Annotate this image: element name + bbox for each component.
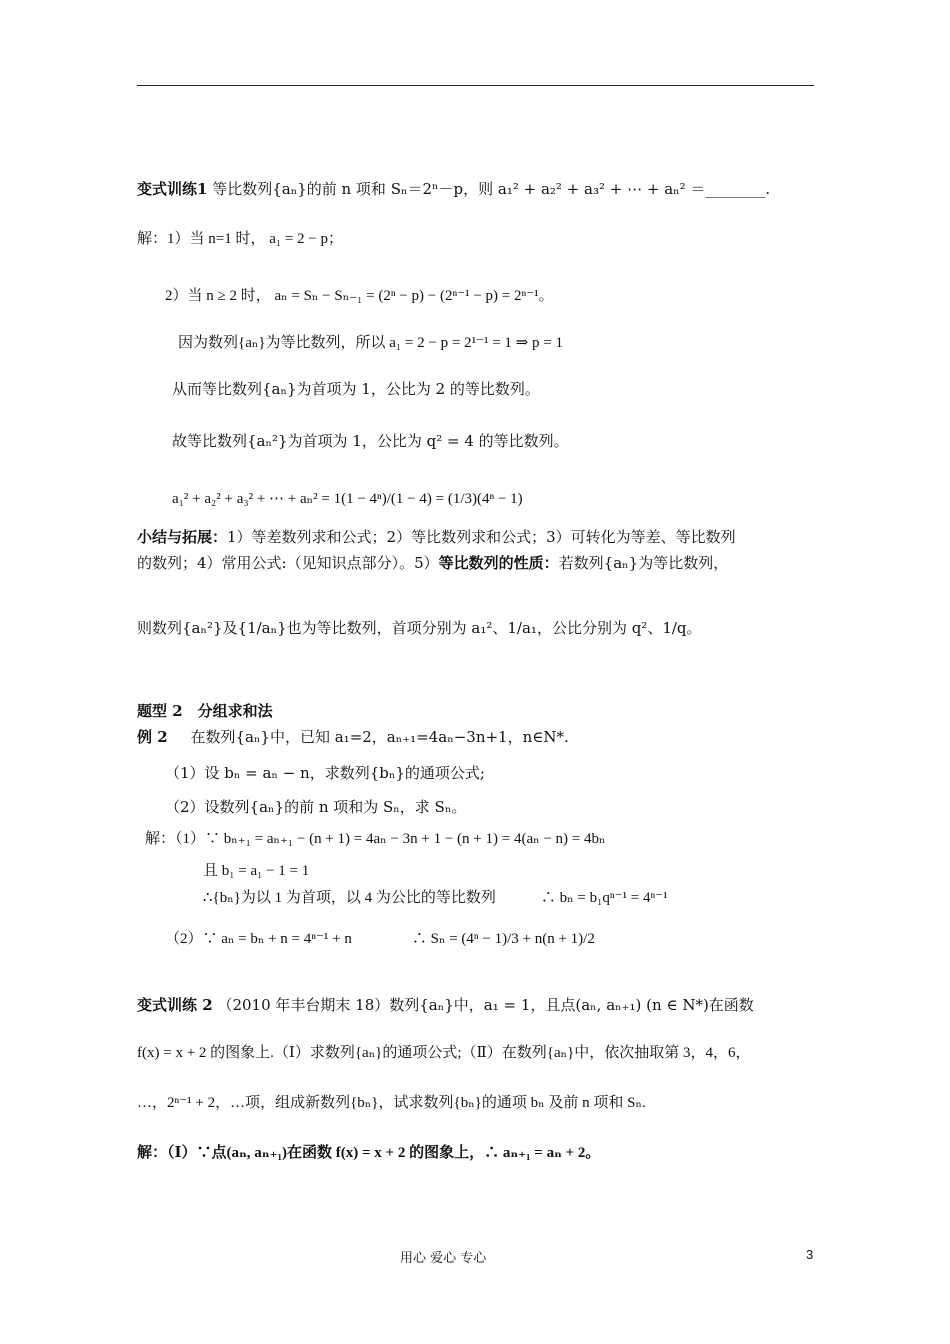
solution-sum-formula: a₁² + a₂² + a₃² + ⋯ + aₙ² = 1(1 − 4ⁿ)/(1 − 4) = (1/3)(4ⁿ − 1) (172, 491, 523, 507)
header-rule (137, 85, 814, 86)
solution-step-2: 2）当 n ≥ 2 时， aₙ = Sₙ − Sₙ₋₁ = (2ⁿ − p) − (2ⁿ⁻¹ − p) = 2ⁿ⁻¹。 (165, 288, 554, 304)
footer-slogan: 用心 爱心 专心 (400, 1251, 487, 1266)
summary-line-3: 则数列{aₙ²}及{1/aₙ}也为等比数列，首项分别为 a₁²、1/a₁，公比分别为 q²、1/q。 (137, 619, 702, 637)
example-2-text: 在数列{aₙ}中，已知 a₁=2，aₙ₊₁=4aₙ−3n+1，n∈N*. (190, 728, 569, 746)
section-title-type-2: 题型 2 分组求和法 (137, 702, 273, 720)
summary-property-label: 等比数列的性质： (438, 554, 559, 572)
example-2-solution-4: （2）∵ aₙ = bₙ + n = 4ⁿ⁻¹ + n ∴ Sₙ = (4ⁿ − 1)/3 + n(n + 1)/2 (165, 931, 595, 947)
exercise-1-line (137, 178, 770, 200)
example-2-solution-2: 且 b₁ = a₁ − 1 = 1 (203, 863, 310, 879)
example-2-solution-3: ∴{bₙ}为以 1 为首项，以 4 为公比的等比数列 ∴ bₙ = b₁qⁿ⁻¹ = 4ⁿ⁻¹ (203, 890, 668, 906)
page-number: 3 (806, 1247, 814, 1262)
exercise-1-label: 变式训练1 (137, 180, 208, 198)
summary-line-2 (137, 552, 728, 574)
solution-step-1: 解：1）当 n=1 时， a₁ = 2 − p； (137, 231, 344, 247)
solution-step-3: 因为数列{aₙ}为等比数列，所以 a₁ = 2 − p = 2¹⁻¹ = 1 ⇒ p = 1 (178, 335, 563, 351)
exercise-2-label: 变式训练 2 (137, 996, 213, 1014)
solution-step-5: 故等比数列{aₙ²}为首项为 1，公比为 q² = 4 的等比数列。 (172, 432, 569, 450)
summary-text-1: 1）等差数列求和公式；2）等比数列求和公式；3）可转化为等差、等比数列 (227, 528, 736, 546)
solution-step-4: 从而等比数列{aₙ}为首项为 1，公比为 2 的等比数列。 (172, 380, 540, 398)
exercise-2-text-3: …，2ⁿ⁻¹ + 2，…项，组成新数列{bₙ}，试求数列{bₙ}的通项 bₙ 及前 n 项和 Sₙ. (137, 1095, 646, 1111)
summary-line-1 (137, 526, 736, 548)
example-2-question-1: （1）设 bₙ = aₙ − n，求数列{bₙ}的通项公式; (165, 764, 485, 782)
summary-text-2b: 若数列{aₙ}为等比数列， (558, 554, 729, 572)
exercise-1-text: 等比数列{aₙ}的前 n 项和 Sₙ＝2ⁿ－p，则 a₁² + a₂² + a₃² + ⋯ + aₙ² ＝________. (212, 180, 771, 198)
exercise-2-text-2: f(x) = x + 2 的图象上.（Ⅰ）求数列{aₙ}的通项公式;（Ⅱ）在数列{aₙ}中，依次抽取第 3，4，6， (137, 1045, 751, 1061)
summary-text-2a: 的数列；4）常用公式:（见知识点部分）。5） (137, 554, 439, 572)
exercise-2-line (137, 994, 754, 1016)
example-2-line (137, 726, 569, 748)
summary-label: 小结与拓展： (137, 528, 228, 546)
exercise-2-text: （2010 年丰台期末 18）数列{aₙ}中，a₁ = 1，且点(aₙ, aₙ₊₁) (n ∈ N*)在函数 (217, 996, 754, 1014)
example-2-solution-1: 解：（1）∵ bₙ₊₁ = aₙ₊₁ − (n + 1) = 4aₙ − 3n + 1 − (n + 1) = 4(aₙ − n) = 4bₙ (145, 831, 606, 847)
example-2-label: 例 2 (137, 728, 168, 746)
example-2-question-2: （2）设数列{aₙ}的前 n 项和为 Sₙ，求 Sₙ。 (165, 798, 467, 816)
exercise-2-solution: 解：（Ⅰ）∵点(aₙ, aₙ₊₁)在函数 f(x) = x + 2 的图象上，∴ aₙ₊₁ = aₙ + 2。 (137, 1145, 601, 1161)
